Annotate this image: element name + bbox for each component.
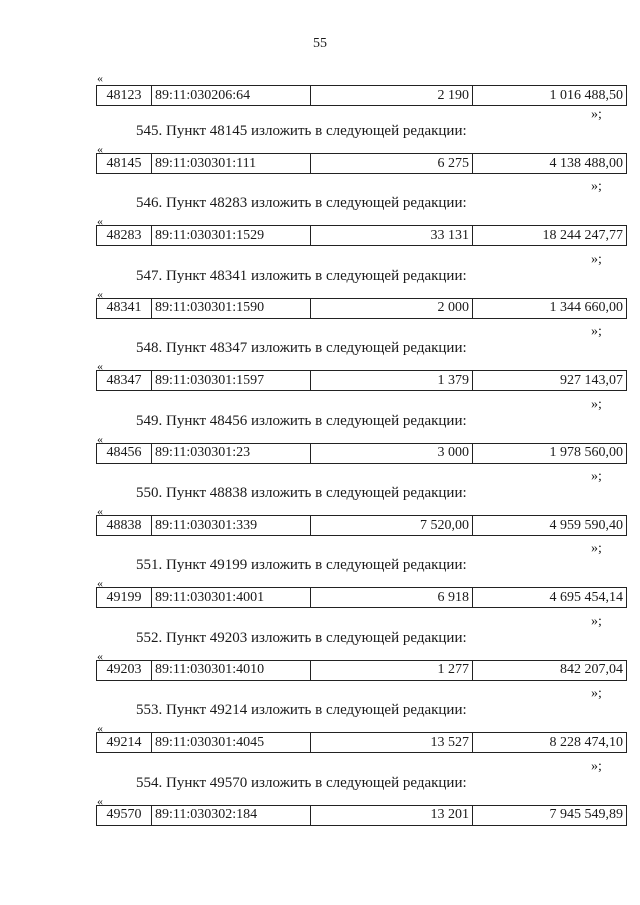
amendment-instruction: 550. Пункт 48838 изложить в следующей редакции: bbox=[136, 485, 467, 501]
page-number: 55 bbox=[313, 36, 327, 51]
quote-open: « bbox=[97, 142, 103, 156]
quote-open: « bbox=[97, 721, 103, 736]
table-row bbox=[96, 515, 627, 536]
amendment-instruction: 551. Пункт 49199 изложить в следующей редакции: bbox=[136, 557, 467, 574]
area-value: 6 275 bbox=[311, 154, 473, 174]
quote-open: « bbox=[97, 214, 103, 229]
row-number: 49570 bbox=[97, 805, 152, 825]
area-value: 2 000 bbox=[311, 298, 473, 318]
area-value: 2 190 bbox=[311, 86, 473, 106]
table-row bbox=[96, 805, 627, 826]
area-value: 1 379 bbox=[311, 371, 473, 391]
quote-open: « bbox=[97, 504, 103, 518]
cadastral-number: 89:11:030301:111 bbox=[152, 154, 311, 174]
cost-value: 1 344 660,00 bbox=[473, 298, 627, 318]
quote-open: « bbox=[97, 71, 103, 85]
quote-open: « bbox=[97, 359, 103, 374]
cadastral-number: 89:11:030301:1590 bbox=[152, 298, 311, 318]
cadastral-number: 89:11:030301:1529 bbox=[152, 226, 311, 246]
quote-close: »; bbox=[591, 469, 602, 484]
cadastral-number: 89:11:030301:4001 bbox=[152, 588, 311, 608]
quote-close: »; bbox=[591, 758, 602, 774]
row-number: 48347 bbox=[97, 371, 152, 391]
row-number: 49214 bbox=[97, 733, 152, 753]
amendment-instruction: 553. Пункт 49214 изложить в следующей редакции: bbox=[136, 702, 467, 719]
area-value: 6 918 bbox=[311, 588, 473, 608]
cadastral-number: 89:11:030206:64 bbox=[152, 86, 311, 106]
amendment-instruction: 547. Пункт 48341 изложить в следующей редакции: bbox=[136, 267, 467, 284]
row-number: 48838 bbox=[97, 516, 152, 536]
quote-close: »; bbox=[591, 179, 602, 195]
cadastral-number: 89:11:030301:23 bbox=[152, 443, 311, 463]
cost-value: 1 978 560,00 bbox=[473, 443, 627, 463]
cost-value: 4 695 454,14 bbox=[473, 588, 627, 608]
cost-value: 7 945 549,89 bbox=[473, 805, 627, 825]
cost-value: 18 244 247,77 bbox=[473, 226, 627, 246]
amendment-instruction: 546. Пункт 48283 изложить в следующей редакции: bbox=[136, 195, 467, 212]
quote-close: »; bbox=[591, 107, 602, 122]
quote-open: « bbox=[97, 576, 103, 591]
table-row bbox=[96, 443, 627, 464]
quote-open: « bbox=[97, 286, 103, 301]
quote-open: « bbox=[97, 431, 103, 446]
quote-close: »; bbox=[591, 686, 602, 702]
quote-close: »; bbox=[591, 324, 602, 340]
area-value: 7 520,00 bbox=[311, 516, 473, 536]
row-number: 48456 bbox=[97, 443, 152, 463]
table-row bbox=[96, 732, 627, 753]
area-value: 3 000 bbox=[311, 443, 473, 463]
cadastral-number: 89:11:030301:339 bbox=[152, 516, 311, 536]
area-value: 1 277 bbox=[311, 660, 473, 680]
quote-close: »; bbox=[591, 613, 602, 629]
amendment-instruction: 549. Пункт 48456 изложить в следующей редакции: bbox=[136, 412, 467, 429]
row-number: 48123 bbox=[97, 86, 152, 106]
row-number: 48145 bbox=[97, 154, 152, 174]
table-row bbox=[96, 587, 627, 608]
table-row bbox=[96, 298, 627, 319]
quote-open: « bbox=[97, 793, 103, 808]
table-row bbox=[96, 660, 627, 681]
row-number: 49199 bbox=[97, 588, 152, 608]
cost-value: 927 143,07 bbox=[473, 371, 627, 391]
row-number: 49203 bbox=[97, 660, 152, 680]
table-row bbox=[96, 85, 627, 106]
cost-value: 842 207,04 bbox=[473, 660, 627, 680]
row-number: 48341 bbox=[97, 298, 152, 318]
cost-value: 4 138 488,00 bbox=[473, 154, 627, 174]
table-row bbox=[96, 225, 627, 246]
table-row bbox=[96, 153, 627, 174]
quote-open: « bbox=[97, 648, 103, 663]
row-number: 48283 bbox=[97, 226, 152, 246]
amendment-instruction: 554. Пункт 49570 изложить в следующей редакции: bbox=[136, 774, 467, 791]
quote-close: »; bbox=[591, 396, 602, 412]
cadastral-number: 89:11:030302:184 bbox=[152, 805, 311, 825]
amendment-instruction: 552. Пункт 49203 изложить в следующей редакции: bbox=[136, 629, 467, 646]
area-value: 13 201 bbox=[311, 805, 473, 825]
cost-value: 1 016 488,50 bbox=[473, 86, 627, 106]
quote-close: »; bbox=[591, 251, 602, 267]
cost-value: 8 228 474,10 bbox=[473, 733, 627, 753]
amendment-instruction: 545. Пункт 48145 изложить в следующей редакции: bbox=[136, 123, 467, 139]
area-value: 13 527 bbox=[311, 733, 473, 753]
amendment-instruction: 548. Пункт 48347 изложить в следующей редакции: bbox=[136, 340, 467, 357]
cadastral-number: 89:11:030301:4010 bbox=[152, 660, 311, 680]
area-value: 33 131 bbox=[311, 226, 473, 246]
cadastral-number: 89:11:030301:4045 bbox=[152, 733, 311, 753]
cadastral-number: 89:11:030301:1597 bbox=[152, 371, 311, 391]
cost-value: 4 959 590,40 bbox=[473, 516, 627, 536]
table-row bbox=[96, 370, 627, 391]
quote-close: »; bbox=[591, 541, 602, 557]
